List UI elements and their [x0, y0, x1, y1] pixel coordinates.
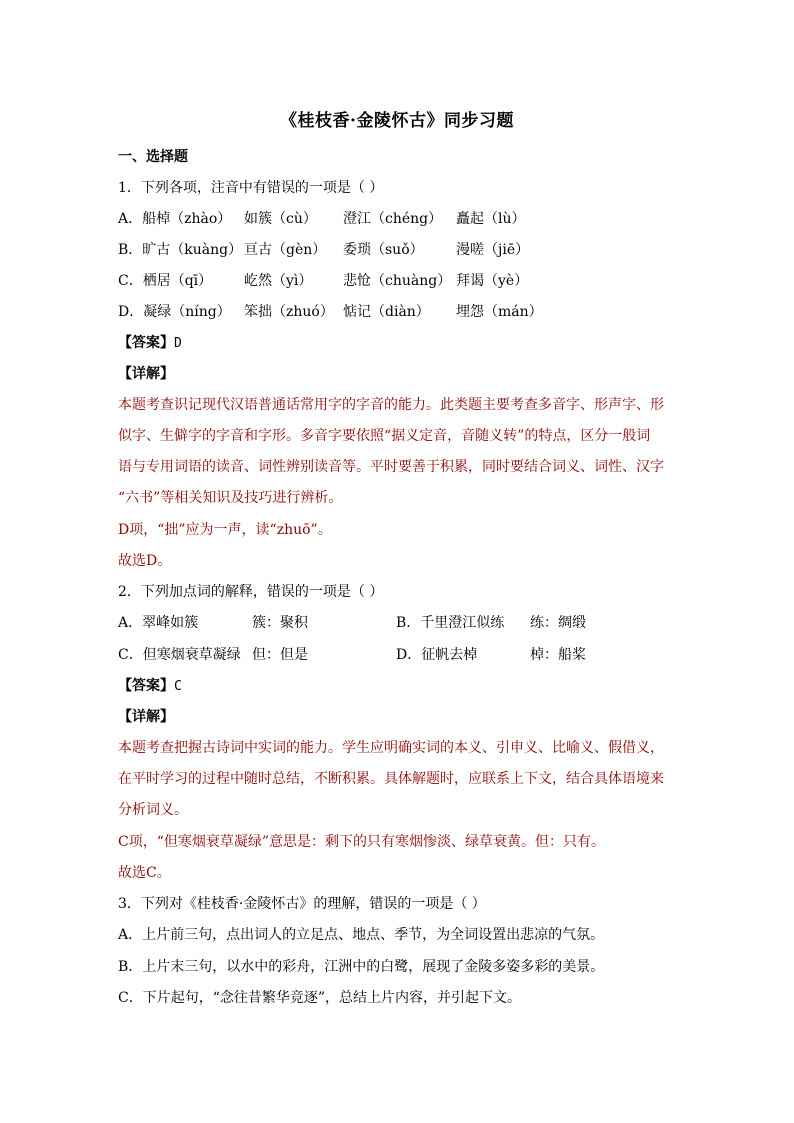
section-heading: 一、选择题	[118, 149, 188, 165]
q1-option-b-2: 亘古（gèn）	[244, 242, 327, 258]
q2-option-b: B．千里澄江似练	[396, 615, 505, 631]
q1-detail-line: 本题考查识记现代汉语普通话常用字的字音的能力。此类题主要考查多音字、形声字、形	[118, 397, 664, 413]
q2-detail-line: 本题考查把握古诗词中实词的能力。学生应明确实词的本义、引申义、比喻义、假借义，	[118, 740, 664, 756]
q1-option-b-1: B．旷古（kuàng）	[118, 242, 243, 258]
q2-choose: 故选C。	[118, 865, 171, 881]
q2-detail-line: 在平时学习的过程中随时总结，不断积累。具体解题时，应联系上下文，结合具体语境来	[118, 771, 664, 787]
answer-label: 【答案】	[118, 678, 174, 694]
answer-value: D	[174, 336, 182, 351]
q1-option-d-3: 惦记（diàn）	[343, 304, 430, 320]
q1-detail-label: 【详解】	[118, 366, 174, 382]
answer-label: 【答案】	[118, 335, 174, 351]
answer-value: C	[174, 679, 182, 694]
q1-option-c-4: 拜谒（yè）	[456, 273, 529, 289]
q2-option-a: A．翠峰如簇	[118, 615, 199, 631]
q3-option-c: C．下片起句，“念往昔繁华竞逐”，总结上片内容，并引起下文。	[118, 990, 522, 1006]
q2-detail-line: 分析词义。	[118, 802, 188, 818]
q1-option-a-2: 如簇（cù）	[244, 211, 317, 227]
q2-detail-text	[118, 733, 678, 826]
q3-stem: 3．下列对《桂枝香·金陵怀古》的理解，错误的一项是（ ）	[118, 896, 486, 912]
q1-stem: 1．下列各项，注音中有错误的一项是（ ）	[118, 180, 384, 196]
q2-detail-label: 【详解】	[118, 709, 174, 725]
q2-option-c-explanation: 但：但是	[252, 647, 308, 663]
q2-option-c: C．但寒烟衰草凝绿	[118, 647, 241, 663]
q1-option-b-4: 漫嗟（jiē）	[456, 242, 530, 258]
q1-detail-line: 语与专用词语的读音、词性辨别读音等。平时要善于积累，同时要结合词义、词性、汉字	[118, 459, 664, 475]
q1-option-c-3: 悲怆（chuàng）	[343, 273, 452, 289]
q2-option-b-explanation: 练：绸缎	[530, 615, 586, 631]
q1-option-a-1: A．船棹（zhào）	[118, 211, 232, 227]
q1-option-c-2: 屹然（yì）	[244, 273, 313, 289]
q1-detail-text	[118, 390, 678, 514]
q1-option-a-3: 澄江（chéng）	[343, 211, 443, 227]
q1-detail-line: “六书”等相关知识及技巧进行辨析。	[118, 490, 343, 506]
q2-stem: 2．下列加点词的解释，错误的一项是（ ）	[118, 584, 384, 600]
q1-option-c-1: C．栖居（qī）	[118, 273, 213, 289]
q2-answer	[118, 677, 182, 696]
page-title: 《桂枝香·金陵怀古》同步习题	[280, 111, 514, 131]
q3-option-b: B．上片末三句，以水中的彩舟，江洲中的白鹭，展现了金陵多姿多彩的美景。	[118, 959, 605, 975]
q1-item-explanation: D项，“拙”应为一声，读“zhuō”。	[118, 522, 332, 538]
q3-option-a: A．上片前三句，点出词人的立足点、地点、季节，为全词设置出悲凉的气氛。	[118, 927, 605, 943]
q1-option-d-2: 笨拙（zhuó）	[244, 304, 334, 320]
q2-option-d: D．征帆去棹	[396, 647, 478, 663]
q1-answer	[118, 334, 182, 353]
q1-option-d-1: D．凝绿（níng）	[118, 304, 231, 320]
q2-option-d-explanation: 棹：船桨	[530, 647, 586, 663]
q1-choose: 故选D。	[118, 553, 172, 569]
q2-option-a-explanation: 簇：聚积	[252, 615, 308, 631]
q1-option-d-4: 埋怨（mán）	[456, 304, 543, 320]
q2-item-explanation: C项，“但寒烟衰草凝绿”意思是：剩下的只有寒烟惨淡、绿草衰黄。但：只有。	[118, 834, 606, 850]
q1-option-a-4: 矗起（lù）	[456, 211, 526, 227]
q1-detail-line: 似字、生僻字的字音和字形。多音字要依照“据义定音，音随义转”的特点，区分一般词	[118, 428, 651, 444]
q1-option-b-3: 委琐（suǒ）	[343, 242, 424, 258]
